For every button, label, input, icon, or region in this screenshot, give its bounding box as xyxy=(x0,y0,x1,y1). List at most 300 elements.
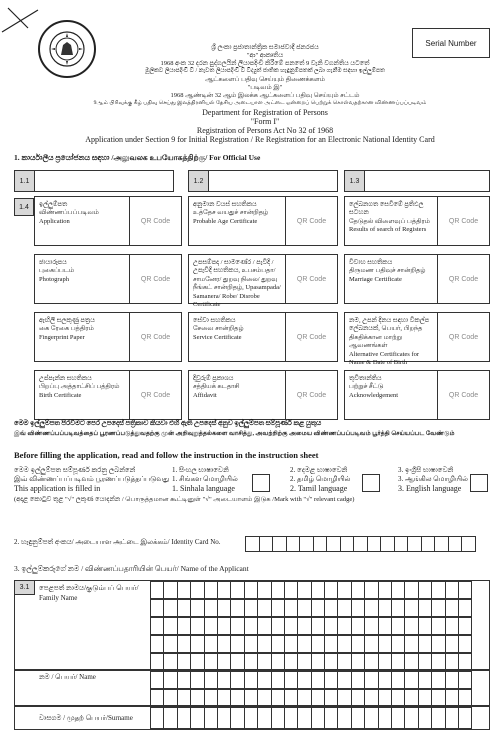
name-char-cell[interactable] xyxy=(337,581,351,599)
document-cell-title: නම, උපන් දිනය සඳහා විකල්ප ලේඛනයක්, பெயர், பிறந்த திகதிக்கான மாற்று ஆவணங்கள் Alternative Certificates for Name & Date of Birth xyxy=(349,317,430,367)
name-char-cell[interactable] xyxy=(163,635,177,653)
name-char-cell[interactable] xyxy=(271,635,285,653)
qr-code-slot[interactable]: QR Code xyxy=(129,255,181,303)
name-char-cell[interactable] xyxy=(204,671,218,689)
name-char-cell[interactable] xyxy=(163,671,177,689)
name-char-cell[interactable] xyxy=(190,671,204,689)
name-char-cell[interactable] xyxy=(391,581,405,599)
name-char-cell[interactable] xyxy=(378,599,392,617)
id-char-cell[interactable] xyxy=(421,536,436,552)
name-char-cell[interactable] xyxy=(364,689,378,707)
name-label: නම / பெயர்/ Name xyxy=(39,673,96,681)
document-cell xyxy=(34,312,182,362)
qr-code-slot[interactable]: QR Code xyxy=(129,313,181,361)
name-char-cell[interactable] xyxy=(217,635,231,653)
name-char-cell[interactable] xyxy=(351,707,365,729)
document-cell xyxy=(34,196,182,246)
official-use-title xyxy=(14,153,260,163)
language-intro-si: මෙම ඉල්ලුම්පත සම්පූර්ණ කරනු ලබන්නේ xyxy=(14,466,136,474)
name-char-cell[interactable] xyxy=(351,653,365,671)
name-char-cell[interactable] xyxy=(458,599,472,617)
name-char-cell[interactable] xyxy=(458,617,472,635)
surname-label: වාසගම / முதற் பெயர்/Surname xyxy=(39,714,133,722)
header-line-ta-4: 9ஆம் பிரிவுக்கு கீழ் பதிவு செய்து இலத்திரனியல் தேசிய அடையாள அட்டை ஒன்றைப் பெற்றுக் கொள்வதற்கான விண்ணப்பப்படிவம் xyxy=(93,100,427,106)
name-char-cell[interactable] xyxy=(271,653,285,671)
id-char-cell[interactable] xyxy=(245,536,260,552)
name-char-cell[interactable] xyxy=(297,671,311,689)
document-cell xyxy=(344,196,490,246)
name-char-cell[interactable] xyxy=(391,689,405,707)
name-char-cell[interactable] xyxy=(311,707,325,729)
header-line-si-3: 1968 අංක 32 දරන පුද්ගලයින් ලියාපදිංචි කිරීමේ පනතේ 9 වැනි වගන්තිය යටතේ xyxy=(160,60,370,67)
name-char-cell[interactable] xyxy=(284,671,298,689)
name-char-cell[interactable] xyxy=(391,617,405,635)
name-char-cell[interactable] xyxy=(404,707,418,729)
document-cell-title: ඡායාරූපය புகைப்படம் Photograph xyxy=(39,259,75,283)
name-char-cell[interactable] xyxy=(404,617,418,635)
name-char-cell[interactable] xyxy=(337,635,351,653)
name-char-cell[interactable] xyxy=(257,689,271,707)
name-char-cell[interactable] xyxy=(391,599,405,617)
id-char-cell[interactable] xyxy=(272,536,287,552)
name-char-cell[interactable] xyxy=(244,653,258,671)
qr-code-slot[interactable]: QR Code xyxy=(129,371,181,419)
language-mark-note: (අදාළ කොටුව තුළ "√" ලකුණ යොදන්න / பொருத்தமான கூட்டினுள் "√" அடையாளம் இடுக /Mark with "√" relevant cadge) xyxy=(14,496,355,503)
name-char-cell[interactable] xyxy=(150,581,164,599)
lang-option-1-ta: 1. சிங்கள மொழியில் xyxy=(172,475,238,483)
id-char-cell[interactable] xyxy=(407,536,422,552)
name-char-cell[interactable] xyxy=(297,653,311,671)
header-line-en-3: Registration of Persons Act No 32 of 1968 xyxy=(196,126,334,135)
name-char-cell[interactable] xyxy=(311,653,325,671)
name-char-cell[interactable] xyxy=(190,707,204,729)
pen-mark-icon xyxy=(0,6,40,36)
name-char-cell[interactable] xyxy=(177,671,191,689)
name-char-cell[interactable] xyxy=(271,581,285,599)
header-line-ta-3: 1968 ஆண்டின் 32 ஆம் இலக்க ஆட்களைப் பதிவு செய்யும் சட்டம் xyxy=(170,92,360,99)
document-cell xyxy=(344,370,490,420)
name-char-cell[interactable] xyxy=(257,635,271,653)
name-char-cell[interactable] xyxy=(351,617,365,635)
name-char-cell[interactable] xyxy=(150,653,164,671)
name-char-cell[interactable] xyxy=(297,599,311,617)
name-char-cell[interactable] xyxy=(404,689,418,707)
name-char-cell[interactable] xyxy=(230,671,244,689)
name-char-cell[interactable] xyxy=(378,581,392,599)
id-card-label: 2. හැඳුනුම්පත් අංකය/ அடையாள அட்டை இலக்கம்/ Identity Card No. xyxy=(14,538,221,546)
name-char-cell[interactable] xyxy=(418,599,432,617)
id-char-cell[interactable] xyxy=(434,536,449,552)
name-char-cell[interactable] xyxy=(364,599,378,617)
header-line-si-4: මූලිකව ලියාපදිංචි වී / නැවත ලියාපදිංචි වී විද්‍යුත් ජාතික හැඳුනුම්පතක් ලබා ගැනීම සඳහා ඉල්ලුම්පත xyxy=(145,68,385,74)
name-char-cell[interactable] xyxy=(230,599,244,617)
name-char-cell[interactable] xyxy=(177,707,191,729)
name-char-cell[interactable] xyxy=(190,635,204,653)
lang-option-1-en: 1. Sinhala language xyxy=(172,484,235,493)
document-cell xyxy=(34,370,182,420)
name-char-cell[interactable] xyxy=(284,653,298,671)
name-char-cell[interactable] xyxy=(458,707,472,729)
name-char-cell[interactable] xyxy=(257,617,271,635)
id-char-cell[interactable] xyxy=(353,536,368,552)
name-char-cell[interactable] xyxy=(150,707,164,729)
name-char-cell[interactable] xyxy=(163,581,177,599)
english-checkbox[interactable] xyxy=(470,474,488,492)
document-cell-title: ඇඟිලි සලකුණු පත්‍රය கை ரேகை பத்திரம் Fingerprint Paper xyxy=(39,317,95,341)
name-char-cell[interactable] xyxy=(244,599,258,617)
name-char-cell[interactable] xyxy=(150,635,164,653)
field-1-2-number: 1.2 xyxy=(189,171,209,191)
instruction-ta: இவ் விண்ணப்பப்படிவத்தைப் பூரணப்படுத்துவதற்கு முன் அறிவுறுத்தல்களை வாசித்து, அவற்றிற்கு அமைய விண்ணப்பப்படிவம் பூர்த்தி செய்யப்பட வேண்டும் xyxy=(14,430,455,437)
name-char-cell[interactable] xyxy=(284,617,298,635)
document-cell xyxy=(34,254,182,304)
name-char-cell[interactable] xyxy=(418,689,432,707)
qr-code-slot[interactable]: QR Code xyxy=(129,197,181,245)
name-char-cell[interactable] xyxy=(337,689,351,707)
name-char-cell[interactable] xyxy=(204,689,218,707)
id-char-cell[interactable] xyxy=(286,536,301,552)
lang-option-2-si: 2. දෙමළ භාෂාවෙනි xyxy=(290,466,348,474)
lang-option-3-si: 3. ඉංග්‍රීසි භාෂාවෙනි xyxy=(398,466,454,474)
name-char-cell[interactable] xyxy=(163,599,177,617)
name-char-cell[interactable] xyxy=(458,653,472,671)
name-char-cell[interactable] xyxy=(163,617,177,635)
name-char-cell[interactable] xyxy=(204,635,218,653)
header-line-ta-2: "படிவம் இ" xyxy=(247,84,283,91)
name-char-cell[interactable] xyxy=(230,653,244,671)
field-1-4-number: 1.4 xyxy=(14,198,34,216)
document-cell-title: තුවිතාන්තිය பற்றுச் சீட்டு Acknowledgement xyxy=(349,375,399,399)
name-char-cell[interactable] xyxy=(244,671,258,689)
header-line-en-1: Department for Registration of Persons xyxy=(202,108,328,117)
name-char-cell[interactable] xyxy=(204,599,218,617)
name-char-cell[interactable] xyxy=(445,581,459,599)
lang-option-1-si: 1. සිංහල භාෂාවෙනි xyxy=(172,466,229,474)
name-char-cell[interactable] xyxy=(284,635,298,653)
lang-option-2-en: 2. Tamil language xyxy=(290,484,348,493)
header-line-si-1: ශ්‍රී ලංකා ප්‍රජාතාන්ත්‍රික සමාජවාදී ජනරජය xyxy=(211,44,319,51)
name-char-cell[interactable] xyxy=(297,581,311,599)
family-name-block xyxy=(14,580,490,670)
name-char-cell[interactable] xyxy=(257,581,271,599)
document-cell xyxy=(188,312,338,362)
id-char-cell[interactable] xyxy=(367,536,382,552)
document-cell-title: උප්පැන්න සහතිකය பிறப்பு அத்தாட்சிப் பத்திரம் Birth Certificate xyxy=(39,375,120,399)
name-char-cell[interactable] xyxy=(324,581,338,599)
name-char-cell[interactable] xyxy=(244,581,258,599)
name-char-cell[interactable] xyxy=(190,689,204,707)
name-char-cell[interactable] xyxy=(431,707,445,729)
name-char-cell[interactable] xyxy=(177,617,191,635)
name-char-cell[interactable] xyxy=(271,599,285,617)
id-char-cell[interactable] xyxy=(299,536,314,552)
qr-code-slot[interactable]: QR Code xyxy=(285,371,337,419)
official-use-title-text: 1. කාර්යාලීය ප්‍රයෝජනය සඳහා /அலுவலக உபயோகத்திற்கு/ For Official Use xyxy=(14,153,261,162)
name-char-cell[interactable] xyxy=(190,581,204,599)
language-intro-ta: இவ் விண்ணப்பப்படிவம் பூரணப்படுத்தப்படுவது xyxy=(14,475,170,483)
document-cell xyxy=(188,196,338,246)
name-block xyxy=(14,670,490,706)
header-line-en-4: Application under Section 9 for Initial Registration / Re Registration for an Electronic National Identity Card xyxy=(85,135,435,144)
name-char-cell[interactable] xyxy=(445,689,459,707)
name-char-cell[interactable] xyxy=(378,707,392,729)
qr-code-slot[interactable]: QR Code xyxy=(437,197,489,245)
id-char-cell[interactable] xyxy=(461,536,476,552)
name-char-cell[interactable] xyxy=(351,635,365,653)
name-char-cell[interactable] xyxy=(230,617,244,635)
sinhala-checkbox[interactable] xyxy=(252,474,270,492)
instruction-en: Before filling the application, read and follow the instruction in the instruction sheet xyxy=(14,450,319,460)
name-char-cell[interactable] xyxy=(364,653,378,671)
id-char-cell[interactable] xyxy=(313,536,328,552)
name-char-cell[interactable] xyxy=(337,671,351,689)
name-char-cell[interactable] xyxy=(431,635,445,653)
name-char-cell[interactable] xyxy=(378,653,392,671)
field-3-1-number: 3.1 xyxy=(15,581,35,595)
name-char-cell[interactable] xyxy=(324,617,338,635)
name-char-cell[interactable] xyxy=(458,581,472,599)
name-char-cell[interactable] xyxy=(217,599,231,617)
field-1-1-number: 1.1 xyxy=(15,171,35,191)
name-char-cell[interactable] xyxy=(404,671,418,689)
name-char-cell[interactable] xyxy=(217,581,231,599)
name-char-cell[interactable] xyxy=(244,635,258,653)
name-char-cell[interactable] xyxy=(391,707,405,729)
name-char-cell[interactable] xyxy=(244,707,258,729)
name-char-cell[interactable] xyxy=(445,599,459,617)
name-char-cell[interactable] xyxy=(351,599,365,617)
id-card-input[interactable] xyxy=(246,536,476,552)
name-char-cell[interactable] xyxy=(418,707,432,729)
document-cell-title: ලේඛනගත සෙවීමේ ප්‍රතිඵල සටහන தேடுதல் விளைவுப் பத்திரம் Results of search of Registers xyxy=(349,201,430,234)
field-1-3[interactable] xyxy=(344,170,490,192)
name-char-cell[interactable] xyxy=(190,599,204,617)
name-char-cell[interactable] xyxy=(271,707,285,729)
name-char-cell[interactable] xyxy=(378,635,392,653)
name-char-cell[interactable] xyxy=(177,689,191,707)
name-char-cell[interactable] xyxy=(445,707,459,729)
name-char-cell[interactable] xyxy=(364,671,378,689)
name-char-cell[interactable] xyxy=(230,689,244,707)
name-char-cell[interactable] xyxy=(324,671,338,689)
name-char-cell[interactable] xyxy=(297,617,311,635)
name-char-cell[interactable] xyxy=(297,635,311,653)
name-char-cell[interactable] xyxy=(284,599,298,617)
name-char-cell[interactable] xyxy=(311,635,325,653)
name-char-cell[interactable] xyxy=(378,617,392,635)
name-char-cell[interactable] xyxy=(337,707,351,729)
id-char-cell[interactable] xyxy=(448,536,463,552)
name-char-cell[interactable] xyxy=(324,635,338,653)
document-cell xyxy=(344,254,490,304)
name-char-cell[interactable] xyxy=(204,617,218,635)
name-char-cell[interactable] xyxy=(418,617,432,635)
name-char-cell[interactable] xyxy=(190,653,204,671)
name-char-cell[interactable] xyxy=(458,671,472,689)
name-char-cell[interactable] xyxy=(445,653,459,671)
emblem-logo xyxy=(38,20,96,78)
name-char-cell[interactable] xyxy=(404,581,418,599)
name-char-cell[interactable] xyxy=(230,707,244,729)
tamil-checkbox[interactable] xyxy=(362,474,380,492)
id-char-cell[interactable] xyxy=(394,536,409,552)
name-char-cell[interactable] xyxy=(204,581,218,599)
header-line-si-2: "ආ" ආකෘතිය xyxy=(246,52,284,59)
name-char-cell[interactable] xyxy=(324,599,338,617)
document-cell-title: දිවුරුම් ප්‍රකාශය சத்தியக் கடதாசி Affidavit xyxy=(193,375,240,399)
qr-code-slot[interactable]: QR Code xyxy=(437,371,489,419)
name-char-cell[interactable] xyxy=(458,689,472,707)
document-cell-title: ඉල්ලුම්පත விண்ணப்பப்படிவம் Application xyxy=(39,201,99,225)
document-cell xyxy=(188,254,338,309)
header-line-en-2: "Form I" xyxy=(250,117,280,126)
document-cell-title: විවාහ සහතිකය திருமண பதிவுச் சான்றிதழ் Marriage Certificate xyxy=(349,259,426,283)
id-char-cell[interactable] xyxy=(340,536,355,552)
name-char-cell[interactable] xyxy=(217,671,231,689)
document-cell-title: අනුමාන වයස් සහතිකය உத்தேச வயதுச் சான்றிதழ் Probable Age Certificate xyxy=(193,201,269,225)
name-char-cell[interactable] xyxy=(150,671,164,689)
name-char-cell[interactable] xyxy=(364,581,378,599)
name-char-cell[interactable] xyxy=(311,671,325,689)
name-char-cell[interactable] xyxy=(431,599,445,617)
name-char-cell[interactable] xyxy=(257,707,271,729)
document-cell xyxy=(344,312,490,367)
id-char-cell[interactable] xyxy=(326,536,341,552)
name-char-cell[interactable] xyxy=(378,671,392,689)
name-char-cell[interactable] xyxy=(324,707,338,729)
name-char-cell[interactable] xyxy=(163,653,177,671)
name-char-cell[interactable] xyxy=(177,599,191,617)
name-char-cell[interactable] xyxy=(217,653,231,671)
family-name-label: පෙළපත් නාමය/குடும்பப் பெயர்/ Family Name xyxy=(39,584,139,602)
name-char-cell[interactable] xyxy=(271,617,285,635)
name-char-cell[interactable] xyxy=(378,689,392,707)
name-char-cell[interactable] xyxy=(364,617,378,635)
name-char-cell[interactable] xyxy=(418,581,432,599)
header-line-ta-1: ஆட்களைப் பதிவு செய்யும் திணைக்களம் xyxy=(205,76,325,83)
id-char-cell[interactable] xyxy=(380,536,395,552)
name-char-cell[interactable] xyxy=(177,653,191,671)
name-char-cell[interactable] xyxy=(431,617,445,635)
name-char-cell[interactable] xyxy=(351,581,365,599)
serial-number-box[interactable] xyxy=(412,28,490,58)
name-char-cell[interactable] xyxy=(431,671,445,689)
id-char-cell[interactable] xyxy=(259,536,274,552)
field-1-2[interactable] xyxy=(188,170,338,192)
name-char-cell[interactable] xyxy=(150,689,164,707)
name-char-cell[interactable] xyxy=(311,689,325,707)
name-char-cell[interactable] xyxy=(364,707,378,729)
name-char-cell[interactable] xyxy=(337,599,351,617)
language-intro-en: This application is filled in xyxy=(14,484,101,493)
name-char-cell[interactable] xyxy=(311,617,325,635)
name-char-cell[interactable] xyxy=(418,671,432,689)
name-char-cell[interactable] xyxy=(445,617,459,635)
name-char-cell[interactable] xyxy=(351,671,365,689)
serial-number-label: Serial Number xyxy=(425,38,477,48)
name-char-cell[interactable] xyxy=(324,689,338,707)
name-char-cell[interactable] xyxy=(204,653,218,671)
name-char-cell[interactable] xyxy=(404,653,418,671)
name-char-cell[interactable] xyxy=(230,635,244,653)
name-char-cell[interactable] xyxy=(163,689,177,707)
name-char-cell[interactable] xyxy=(391,671,405,689)
name-char-cell[interactable] xyxy=(337,653,351,671)
document-cell-title: සේවා සහතිකය சேவை சான்றிதழ் Service Certificate xyxy=(193,317,244,341)
surname-block xyxy=(14,706,490,730)
name-char-cell[interactable] xyxy=(418,653,432,671)
name-char-cell[interactable] xyxy=(150,617,164,635)
name-char-cell[interactable] xyxy=(257,599,271,617)
name-char-cell[interactable] xyxy=(204,707,218,729)
name-char-cell[interactable] xyxy=(177,581,191,599)
name-char-cell[interactable] xyxy=(311,599,325,617)
lang-option-3-en: 3. English language xyxy=(398,484,462,493)
name-char-cell[interactable] xyxy=(230,581,244,599)
qr-code-slot[interactable]: QR Code xyxy=(285,197,337,245)
field-1-3-number: 1.3 xyxy=(345,171,365,191)
qr-code-slot[interactable]: QR Code xyxy=(285,255,337,303)
name-char-cell[interactable] xyxy=(351,689,365,707)
qr-code-slot[interactable]: QR Code xyxy=(285,313,337,361)
name-char-cell[interactable] xyxy=(458,635,472,653)
name-char-cell[interactable] xyxy=(271,671,285,689)
name-char-cell[interactable] xyxy=(391,635,405,653)
document-cell xyxy=(188,370,338,420)
name-char-cell[interactable] xyxy=(284,581,298,599)
name-char-cell[interactable] xyxy=(177,635,191,653)
name-char-cell[interactable] xyxy=(431,581,445,599)
name-char-cell[interactable] xyxy=(391,653,405,671)
name-char-cell[interactable] xyxy=(418,635,432,653)
instruction-si: මෙම ඉල්ලුම්පත පිරවීමට පෙර උපදෙස් පත්‍රිකාව කියවා එහි ඇති උපදෙස් අනුව ඉල්ලුම්පත සම්පූර්ණ කළ යුතුය xyxy=(14,420,322,427)
name-char-cell[interactable] xyxy=(337,617,351,635)
name-char-cell[interactable] xyxy=(163,707,177,729)
name-char-cell[interactable] xyxy=(431,689,445,707)
applicant-name-title: 3. ඉල්ලුම්කරුගේ නම / விண்ணப்பதாரியின் பெயர்/ Name of the Applicant xyxy=(14,564,249,573)
name-char-cell[interactable] xyxy=(217,707,231,729)
name-char-cell[interactable] xyxy=(271,689,285,707)
document-cell-title: උපසම්පදා / සාමණේර / පැවිදි / උපැවිදි සහතිකය, உபசம்பதா/ சாமனேர/ துறவு நிலை/ துறவு நீங்கட் சான்றிதழ், Upasampada/ Samanera/ Robe/ Disrobe Certificate xyxy=(193,259,281,309)
qr-code-slot[interactable]: QR Code xyxy=(437,313,489,361)
name-char-cell[interactable] xyxy=(445,635,459,653)
name-char-cell[interactable] xyxy=(404,635,418,653)
name-char-cell[interactable] xyxy=(257,653,271,671)
name-char-cell[interactable] xyxy=(404,599,418,617)
name-char-cell[interactable] xyxy=(150,599,164,617)
name-char-cell[interactable] xyxy=(217,617,231,635)
name-char-cell[interactable] xyxy=(297,707,311,729)
name-char-cell[interactable] xyxy=(284,689,298,707)
name-char-cell[interactable] xyxy=(324,653,338,671)
name-char-cell[interactable] xyxy=(364,635,378,653)
name-char-cell[interactable] xyxy=(297,689,311,707)
name-char-cell[interactable] xyxy=(431,653,445,671)
name-char-cell[interactable] xyxy=(445,671,459,689)
name-char-cell[interactable] xyxy=(257,671,271,689)
name-char-cell[interactable] xyxy=(244,689,258,707)
lion-emblem-icon xyxy=(47,29,87,69)
lang-option-2-ta: 2. தமிழ் மொழியில் xyxy=(290,475,351,483)
name-char-cell[interactable] xyxy=(284,707,298,729)
name-char-cell[interactable] xyxy=(244,617,258,635)
name-char-cell[interactable] xyxy=(311,581,325,599)
field-1-1[interactable] xyxy=(14,170,174,192)
name-char-cell[interactable] xyxy=(190,617,204,635)
qr-code-slot[interactable]: QR Code xyxy=(437,255,489,303)
name-char-cell[interactable] xyxy=(217,689,231,707)
lang-option-3-ta: 3. ஆங்கில மொழியில் xyxy=(398,475,468,483)
